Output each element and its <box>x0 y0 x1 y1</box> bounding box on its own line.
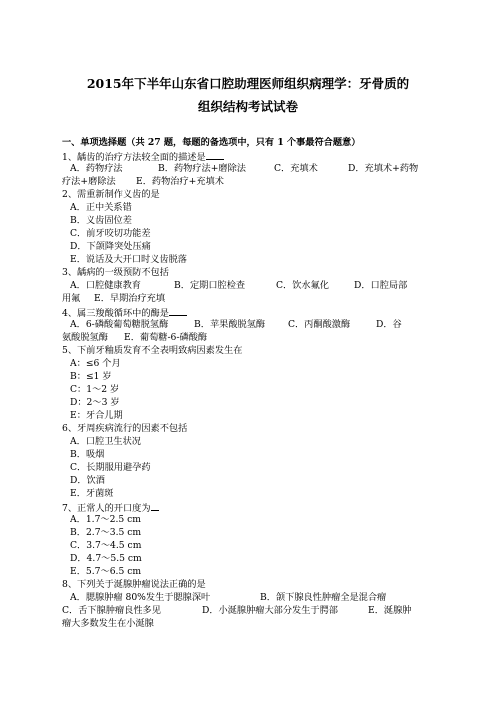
option-c: C．丙酮酸激酶 <box>288 319 351 330</box>
option-d: D．充填术+药物 <box>348 163 419 174</box>
question-2: 2、需重新制作义齿的是 <box>62 189 160 200</box>
option-e: E．早期治疗充填 <box>94 293 166 304</box>
exam-title-line-2: 组织结构考试试卷 <box>197 99 298 114</box>
option-b: B．颌下腺良性肿瘤全是混合瘤 <box>260 592 387 603</box>
option-e: E．涎腺肿 <box>368 605 412 616</box>
question-4 <box>62 306 434 320</box>
question-stem: 7、正常人的开口度为 <box>62 503 151 514</box>
option-d: D．口腔局部 <box>354 280 408 291</box>
answer-blank <box>151 501 159 511</box>
option-a: A．1.7～2.5 cm <box>70 514 142 525</box>
question-1-options <box>70 163 442 175</box>
question-8-options-line-2 <box>62 605 434 617</box>
option-a: A．正中关系错 <box>70 202 132 213</box>
option-c: C．舌下腺肿瘤良性多见 <box>62 605 161 616</box>
option-d: D．饮酒 <box>70 475 105 486</box>
option-b: B．苹果酸脱氢酶 <box>194 319 266 330</box>
question-8-options-line-1 <box>70 592 442 604</box>
option-b: B．药物疗法+磨除法 <box>158 163 246 174</box>
option-d-cont: 用氟 <box>62 293 81 304</box>
option-a: A．药物疗法 <box>70 163 123 174</box>
option-a: A．腮腺肿瘤 80%发生于腮腺深叶 <box>70 592 211 603</box>
answer-blank <box>169 306 187 316</box>
question-7 <box>62 501 434 515</box>
answer-blank <box>206 150 224 160</box>
option-b: B．吸烟 <box>70 449 105 460</box>
option-d: D．4.7～5.5 cm <box>70 553 142 564</box>
question-5: 5、下前牙釉质发育不全表明致病因素发生在 <box>62 345 243 356</box>
option-c: C．饮水氟化 <box>276 280 329 291</box>
option-b: B．定期口腔检查 <box>174 280 246 291</box>
question-4-options <box>70 319 442 331</box>
option-b: B．义齿固位差 <box>70 215 132 226</box>
option-a: A：≤6 个月 <box>70 358 121 369</box>
option-e: E．5.7～6.5 cm <box>70 566 142 577</box>
option-d: D．谷 <box>376 319 402 330</box>
option-e: E．说话及大开口时义齿脱落 <box>70 254 187 265</box>
section-header: 一、单项选择题（共 27 题，每题的备选项中，只有 1 个事最符合题意） <box>62 137 361 148</box>
question-8: 8、下列关于涎腺肿瘤说法正确的是 <box>62 579 206 590</box>
option-d: D：2～3 岁 <box>70 397 120 408</box>
option-d-cont: 疗法+磨除法 <box>62 176 116 187</box>
option-a: A．口腔卫生状况 <box>70 436 141 447</box>
option-c: C：1～2 岁 <box>70 384 120 395</box>
option-e: E：牙合儿期 <box>70 410 123 421</box>
option-d: D．小涎腺肿瘤大部分发生于腭部 <box>202 605 338 616</box>
option-c: C．充填术 <box>274 163 318 174</box>
question-6: 6、牙周疾病流行的因素不包括 <box>62 423 188 434</box>
question-8-options-line-3: 瘤大多数发生在小涎腺 <box>62 618 154 629</box>
question-3-options <box>70 280 442 292</box>
question-4-options-cont <box>62 332 434 344</box>
option-c: C．前牙咬切功能差 <box>70 228 151 239</box>
option-e: E．牙菌斑 <box>70 488 114 499</box>
question-1-options-cont <box>62 176 434 188</box>
exam-title-line-1: 2015年下半年山东省口腔助理医师组织病理学：牙骨质的 <box>86 76 410 91</box>
option-b: B：≤1 岁 <box>70 371 112 382</box>
option-d: D．下颌降突处压痛 <box>70 241 151 252</box>
question-3-options-cont <box>62 293 434 305</box>
option-d-cont: 氨酸脱氢酶 <box>62 332 108 343</box>
question-stem: 1、龋齿的治疗方法较全面的描述是 <box>62 152 206 163</box>
option-a: A．口腔健康教育 <box>70 280 141 291</box>
question-stem: 4、属三羧酸循环中的酶是 <box>62 308 169 319</box>
option-c: C．长期服用避孕药 <box>70 462 151 473</box>
question-1 <box>62 150 434 164</box>
option-c: C．3.7～4.5 cm <box>70 540 142 551</box>
question-3: 3、龋病的一级预防不包括 <box>62 267 169 278</box>
option-e: E．药物治疗+充填术 <box>136 176 224 187</box>
option-b: B．2.7～3.5 cm <box>70 527 142 538</box>
option-a: A．6-磷酸葡萄糖脱氢酶 <box>70 319 169 330</box>
option-e: E．葡萄糖-6-磷酸酶 <box>124 332 208 343</box>
